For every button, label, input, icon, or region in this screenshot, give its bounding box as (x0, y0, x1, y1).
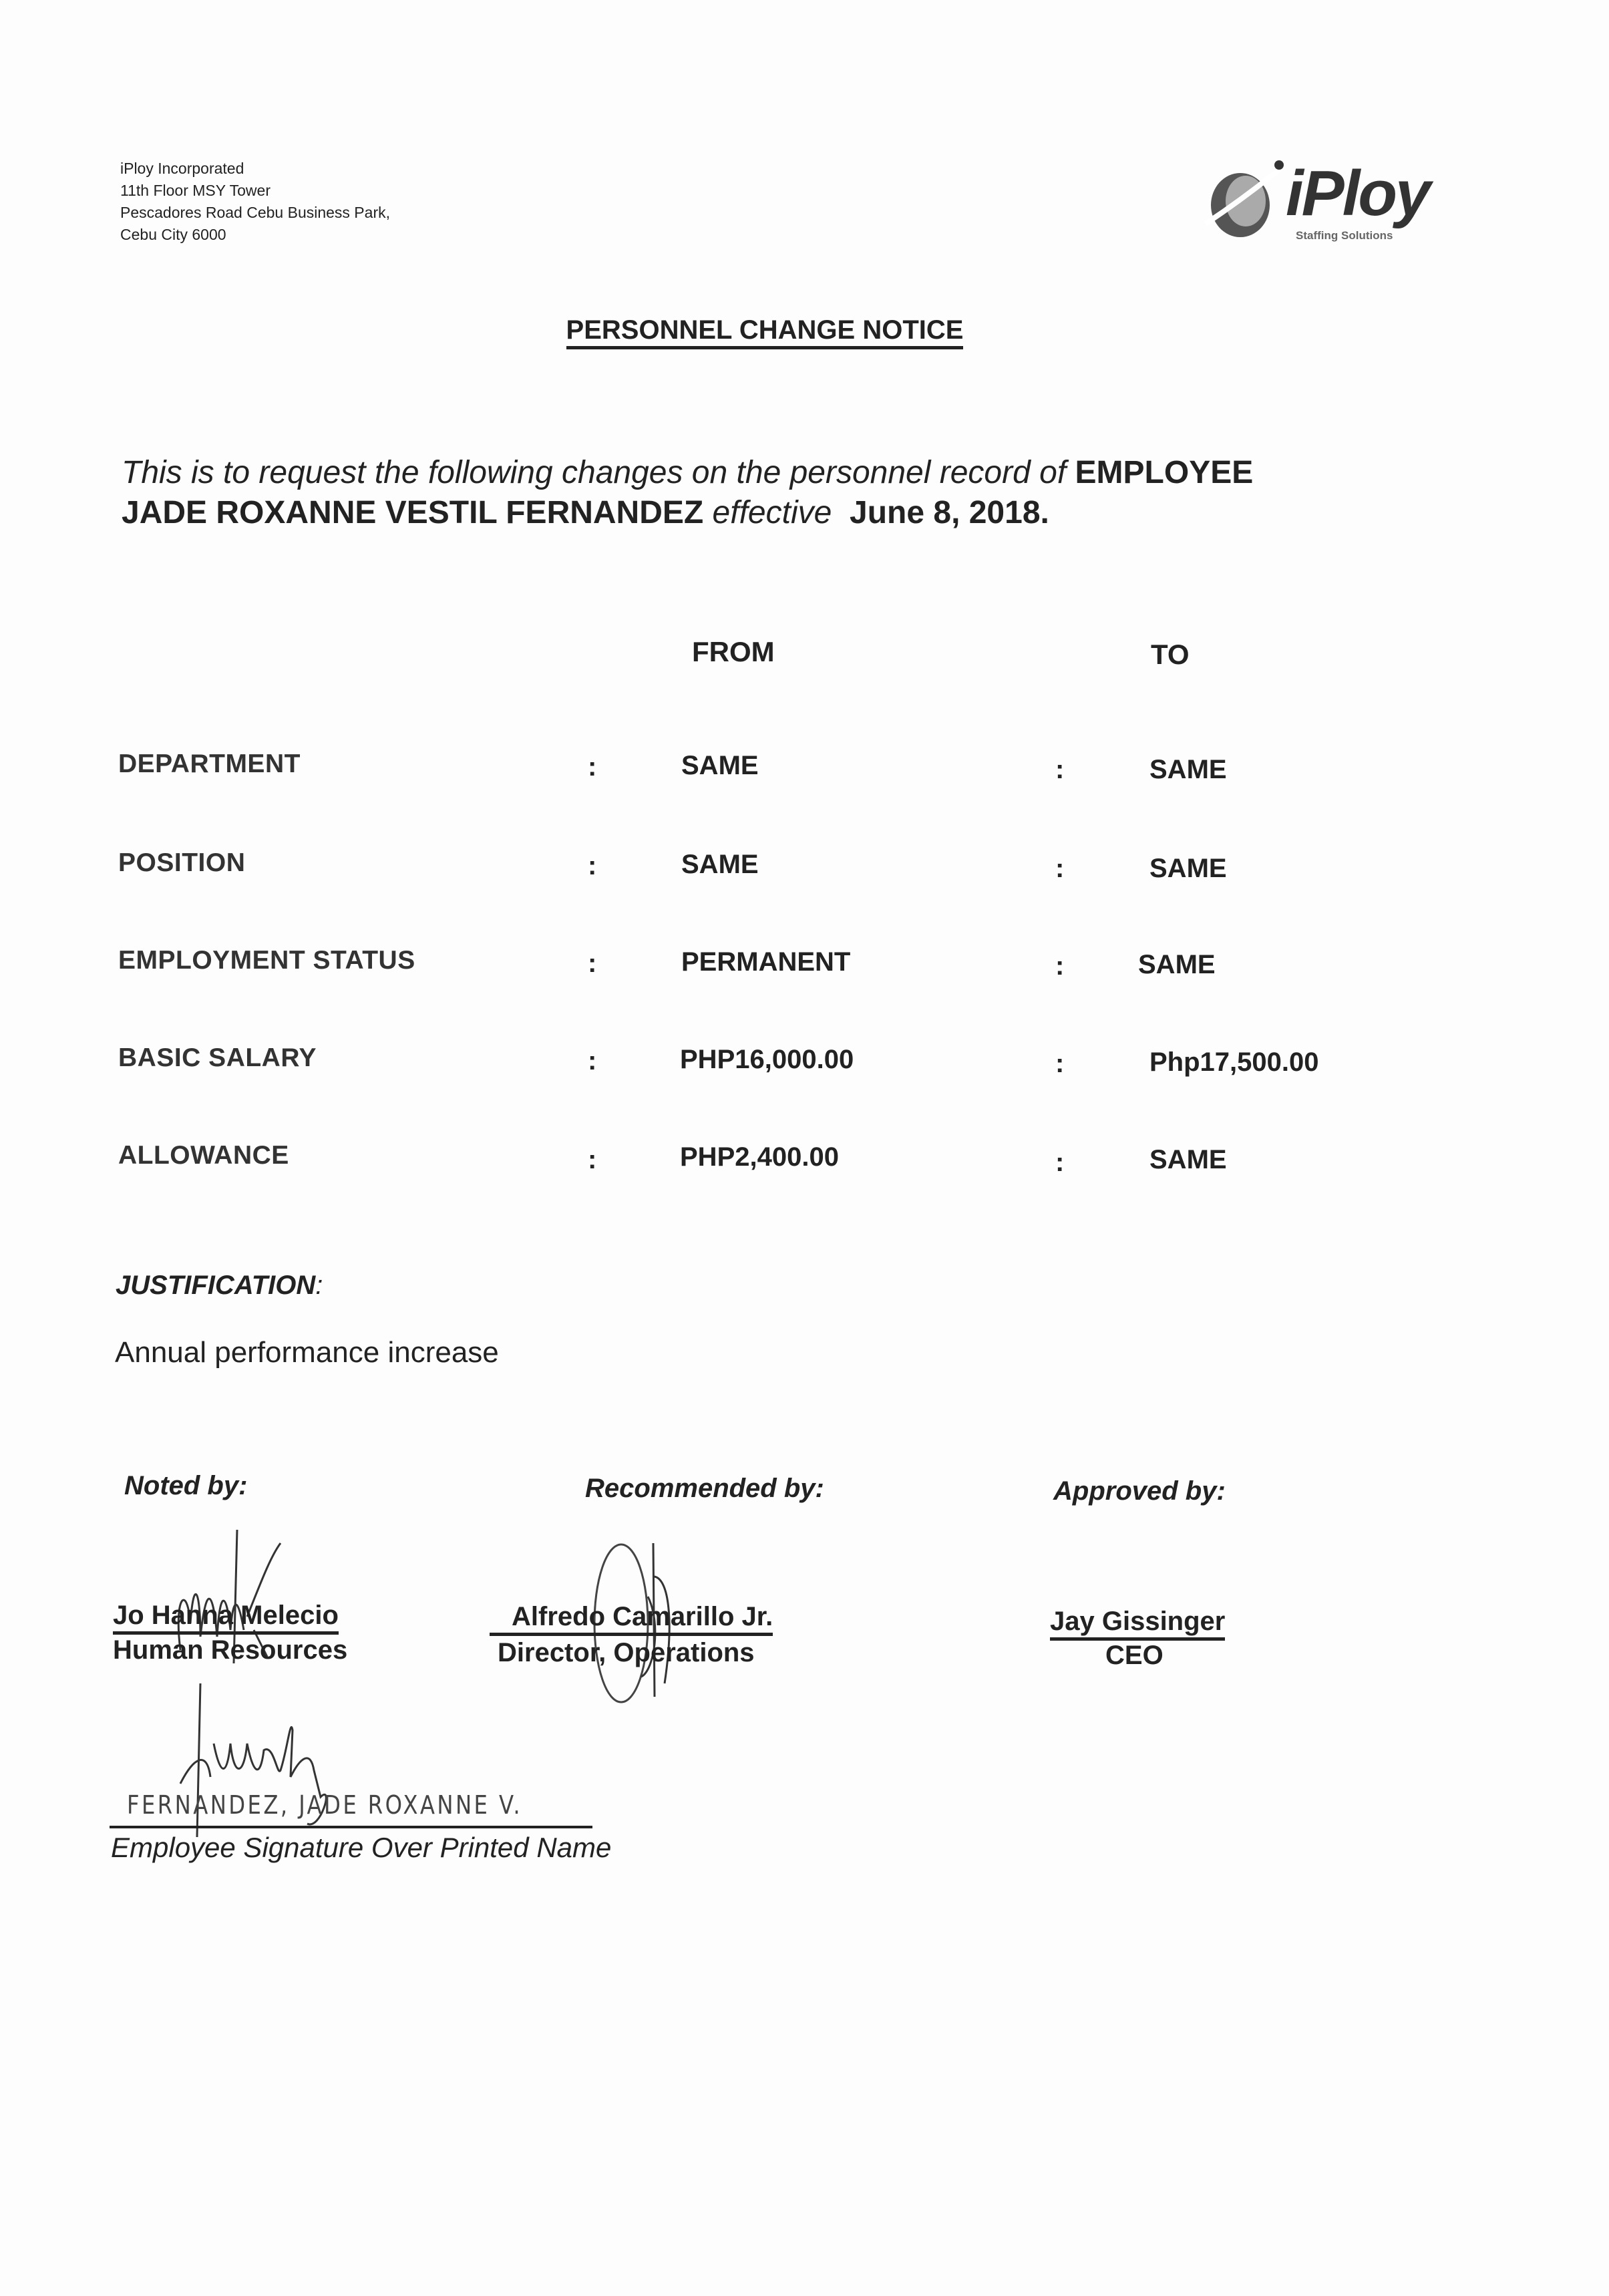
colon: : (588, 752, 597, 782)
recommended-by-label: Recommended by: (585, 1474, 824, 1503)
colon: : (1055, 755, 1065, 784)
intro-line-1 (122, 454, 1253, 491)
effective-date: June 8, 2018. (850, 495, 1049, 530)
recommended-by-role: Director, Operations (498, 1638, 755, 1667)
row-label-employment-status: EMPLOYMENT STATUS (118, 946, 415, 975)
justification-text: Annual performance increase (115, 1336, 499, 1369)
from-header: FROM (692, 636, 775, 667)
logo-wordmark: iPloy (1286, 158, 1429, 229)
justification-label-text: JUSTIFICATION (116, 1271, 316, 1300)
address-line: 11th Floor MSY Tower (120, 182, 271, 199)
employee-name: JADE ROXANNE VESTIL FERNANDEZ (122, 495, 704, 530)
employee-handwritten-name: FERNANDEZ, JADE ROXANNE V. (127, 1790, 523, 1820)
document-title (0, 315, 1530, 345)
approved-by-name: Jay Gissinger (1050, 1607, 1225, 1641)
company-address (120, 158, 390, 246)
position-to: SAME (1149, 854, 1227, 883)
approved-by-label: Approved by: (1053, 1476, 1226, 1506)
colon: : (588, 1046, 597, 1076)
employee-word: EMPLOYEE (1075, 455, 1254, 490)
colon: : (1055, 854, 1065, 883)
noted-by-name: Jo Hanna Melecio (113, 1601, 339, 1635)
noted-by-role: Human Resources (113, 1635, 348, 1665)
colon: : (1055, 1148, 1065, 1177)
employee-signature-line (110, 1826, 592, 1828)
title-text: PERSONNEL CHANGE NOTICE (566, 315, 964, 349)
globe-icon (1199, 157, 1292, 251)
intro-text: This is to request the following changes on the personnel record of (122, 455, 1075, 490)
company-logo (1199, 157, 1453, 251)
position-from: SAME (681, 850, 759, 879)
noted-by-label: Noted by: (124, 1471, 248, 1500)
effective-word: effective (703, 495, 841, 530)
to-header: TO (1151, 639, 1190, 670)
logo-tagline: Staffing Solutions (1296, 229, 1393, 242)
employee-signature-caption: Employee Signature Over Printed Name (111, 1832, 612, 1863)
recommended-by-name: Alfredo Camarillo Jr. (490, 1602, 773, 1636)
intro-line-2 (122, 494, 1049, 531)
justification-colon: : (315, 1271, 323, 1300)
colon: : (588, 949, 597, 978)
row-label-position: POSITION (118, 848, 246, 877)
department-from: SAME (681, 751, 759, 780)
signature-employee (120, 1677, 421, 1850)
employment-status-from: PERMANENT (681, 947, 851, 977)
basic-salary-to: Php17,500.00 (1149, 1047, 1319, 1077)
department-to: SAME (1149, 755, 1227, 784)
address-line: Pescadores Road Cebu Business Park, (120, 204, 390, 221)
colon: : (588, 1145, 597, 1174)
address-line: Cebu City 6000 (120, 226, 226, 243)
allowance-to: SAME (1149, 1145, 1227, 1174)
row-label-allowance: ALLOWANCE (118, 1141, 289, 1170)
approved-by-role: CEO (1105, 1641, 1164, 1670)
basic-salary-from: PHP16,000.00 (680, 1045, 854, 1074)
row-label-basic-salary: BASIC SALARY (118, 1043, 317, 1072)
row-label-department: DEPARTMENT (118, 750, 301, 778)
address-line: iPloy Incorporated (120, 160, 244, 177)
allowance-from: PHP2,400.00 (680, 1142, 839, 1172)
colon: : (1055, 1049, 1065, 1078)
justification-label (116, 1271, 323, 1301)
colon: : (588, 851, 597, 880)
employment-status-to: SAME (1138, 950, 1216, 979)
colon: : (1055, 951, 1065, 981)
